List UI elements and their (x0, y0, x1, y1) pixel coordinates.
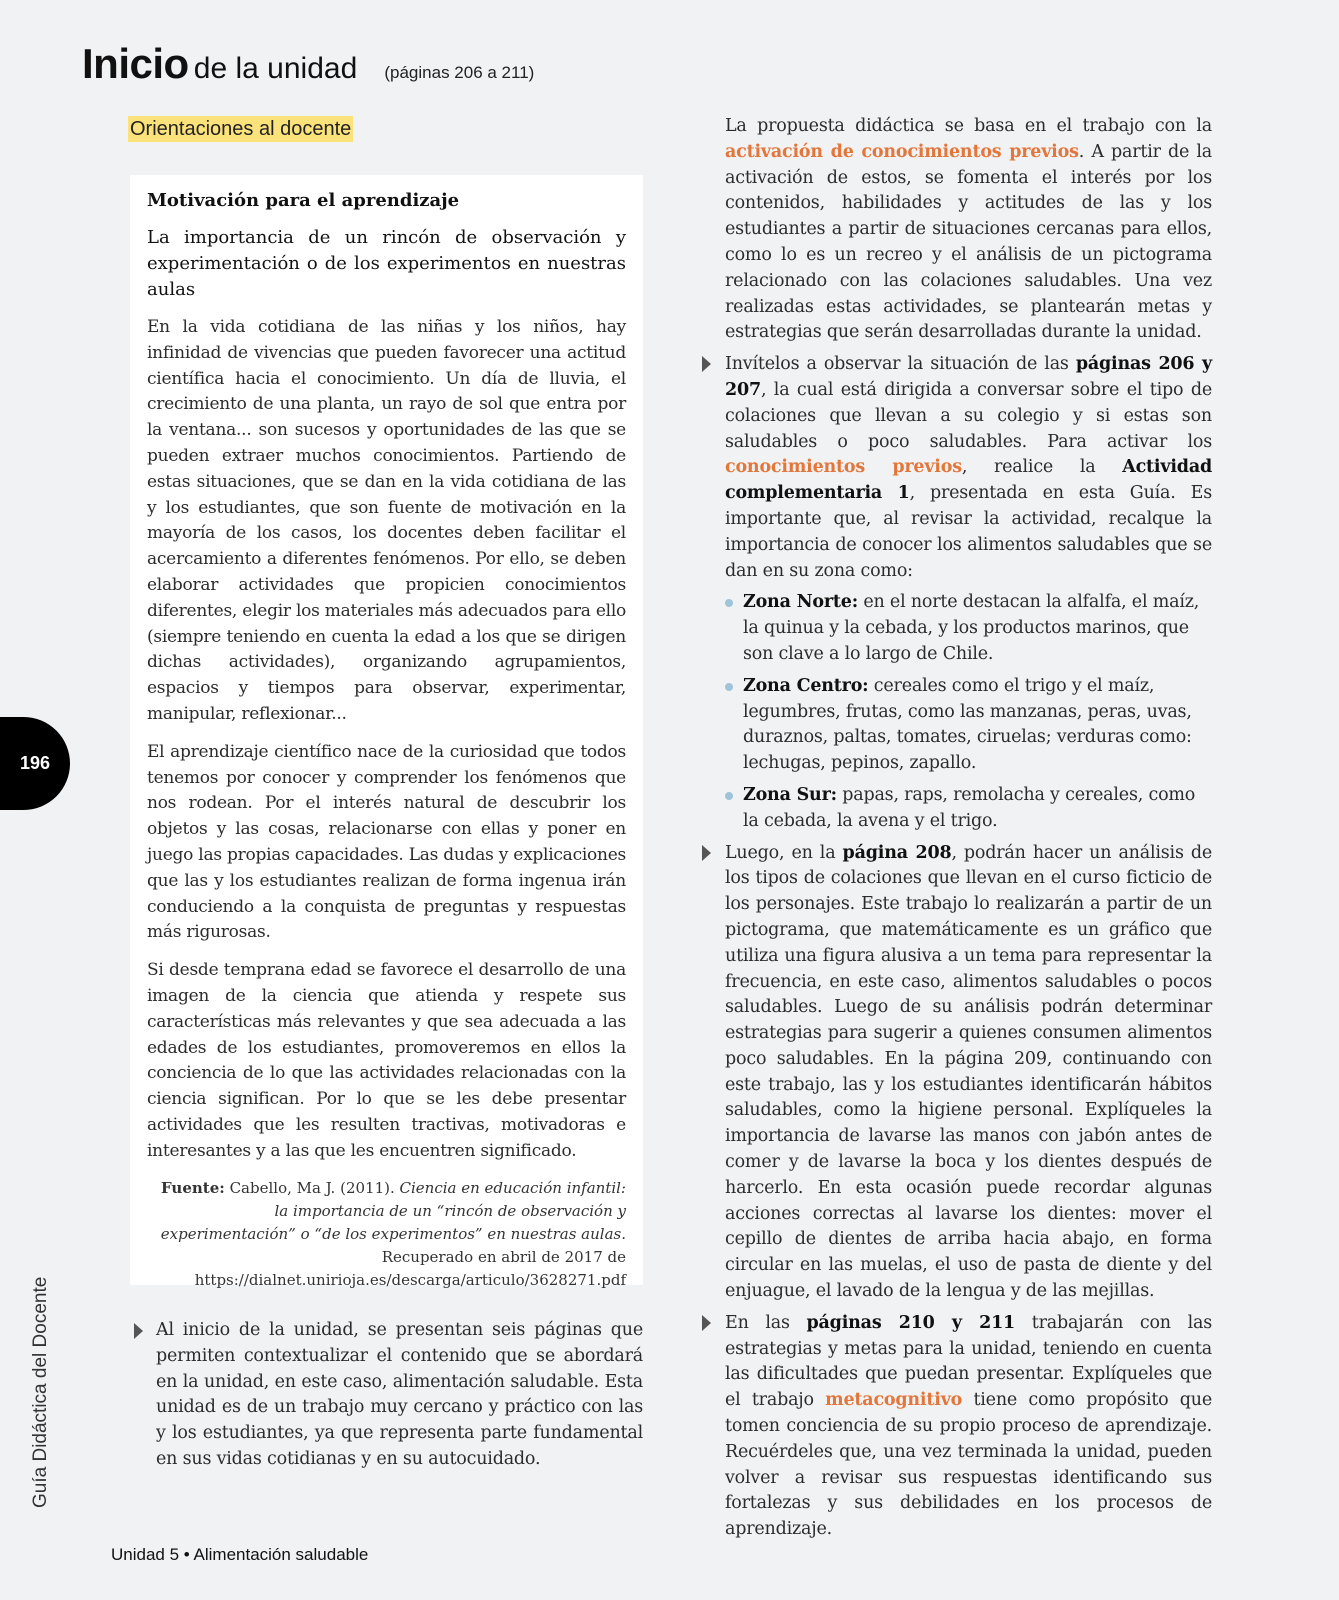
bullet-paragraph: Luego, en la página 208, podrán hacer un análisis de los tipos de colaciones que llevan en el curso ficticio de los personajes. Este trabajo lo realizarán a partir de un pictograma, que matemáticamente es un gráfico que utiliza una figura alusiva a un tema para representar la frecuencia, en este caso, alimentos saludables o pocos saludables. Luego de su análisis podrán determinar estrategias para sugerir a quienes consumen alimentos poco saludables. En la página 209, continuando con este trabajo, las y los estudiantes identificarán hábitos saludables, como la higiene personal. Explíqueles la importancia de lavarse las manos con jabón antes de comer y de lavarse la boca y los dientes después de harcerlo. En esta ocasión puede recordar algunas acciones correctas al lavarse los dientes: mover el cepillo de dientes de arriba hacia abajo, en forma circular en las muelas, el uso de pasta de diente y del enjuague, el lavado de la lengua y de las mejillas. (725, 841, 1212, 1305)
list-item: Zona Norte: en el norte destacan la alfalfa, el maíz, la quinua y la cebada, y los productos marinos, que son clave a lo largo de Chile. (725, 590, 1212, 667)
right-column (725, 114, 1212, 1549)
bullet-dot-icon (725, 599, 733, 607)
side-label: Guía Didáctica del Docente (30, 1276, 51, 1508)
bullet-dot-icon (725, 792, 733, 800)
triangle-bullet-icon (134, 1323, 143, 1339)
box-heading: Motivación para el aprendizaje (147, 190, 460, 211)
page-number-tab (0, 717, 70, 810)
source-label: Fuente: (161, 1178, 225, 1197)
triangle-bullet-icon (702, 1315, 711, 1331)
box-paragraph: En la vida cotidiana de las niñas y los niños, hay infinidad de vivencias que pueden favorecer una actitud científica hacia el conocimiento. Un día de lluvia, el crecimiento de una planta, un rayo de sol que entra por la ventana... son sucesos y oportunidades de las que se pueden extraer muchos conocimientos. Partiendo de estas situaciones, que se dan en la vida cotidiana de las y los estudiantes, que son fuente de motivación en la mayoría de los casos, los docentes deben facilitar el acercamiento a diferentes fenómenos. Por ello, se deben elaborar actividades que propicien conocimientos diferentes, elegir los materiales más adecuados para ello (siempre teniendo en cuenta la edad a los que se dirigen dichas actividades), organizando agrupamientos, espacios y tiempos para observar, experimentar, manipular, reflexionar... (147, 317, 626, 724)
box-subheading: La importancia de un rincón de observación y experimentación o de los experimentos en nuestras aulas (147, 227, 626, 300)
header-title-big: Inicio (82, 40, 189, 87)
intro-paragraph: La propuesta didáctica se basa en el trabajo con la activación de conocimientos previos. A partir de la activación de estos, se fomenta el interés por los contenidos, habilidades y actitudes de las y los estudiantes a partir de situaciones cercanas para ellos, como lo es un recreo y el análisis de un pictograma relacionado con las colaciones saludables. Una vez realizadas estas actividades, se plantearán metas y estrategias que serán desarrolladas durante la unidad. (725, 116, 1213, 343)
box-paragraph: El aprendizaje científico nace de la curiosidad que todos tenemos por conocer y comprender los fenómenos que nos rodean. Por el interés natural de descubrir los objetos y las cosas, relacionarse con ellas y poner en juego las propias capacidades. Las dudas y explicaciones que las y los estudiantes realizan de forma ingenua irán conduciendo a la conquista de preguntas y respuestas más rigurosas. (147, 741, 626, 943)
list-item: Zona Centro: cereales como el trigo y el maíz, legumbres, frutas, como las manzanas, peras, uvas, duraznos, paltas, tomates, ciruelas; verduras como: lechugas, pepinos, zapallo. (725, 674, 1212, 777)
source-rest: Recuperado en abril de 2017 de https://dialnet.unirioja.es/descarga/articulo/3628271.pdf (194, 1247, 626, 1289)
orientaciones-label: Orientaciones al docente (130, 118, 352, 140)
motivation-box (130, 175, 643, 1289)
source-author: Cabello, Ma J. (2011). (229, 1178, 395, 1197)
header-pages: (páginas 206 a 211) (384, 63, 535, 82)
source-title: Ciencia en educación infantil: la importancia de un “rincón de observación y experimentación” o “de los experimentos” en nuestras aulas. (160, 1178, 626, 1243)
triangle-bullet-icon (702, 356, 711, 372)
list-item: Zona Sur: papas, raps, remolacha y cereales, como la cebada, la avena y el trigo. (725, 783, 1212, 835)
bullet-dot-icon (725, 683, 733, 691)
bullet-paragraph: En las páginas 210 y 211 trabajarán con las estrategias y metas para la unidad, teniendo en cuenta las dificultades que puedan presentar. Explíqueles que el trabajo metacognitivo tiene como propósito que tomen conciencia de su propio proceso de aprendizaje. Recuérdeles que, una vez terminada la unidad, pueden volver a revisar sus respuestas identificando sus fortalezas y sus debilidades en los procesos de aprendizaje. (725, 1311, 1212, 1543)
zones-list (725, 590, 1212, 834)
page-number: 196 (19, 753, 51, 773)
left-bullet-text: Al inicio de la unidad, se presentan seis páginas que permiten contextualizar el contenido que se abordará en la unidad, en este caso, alimentación saludable. Esta unidad es de un trabajo muy cercano y práctico con las y los estudiantes, ya que representa parte fundamental en sus vidas cotidianas y en su autocuidado. (156, 1320, 643, 1469)
page-header (82, 40, 534, 88)
box-source (147, 1177, 626, 1292)
highlight-term: metacognitivo (825, 1390, 963, 1411)
box-paragraph: Si desde temprana edad se favorece el desarrollo de una imagen de la ciencia que atienda y respete sus características más relevantes y que sea adecuada a las edades de los estudiantes, promoveremos en ellos la conciencia de lo que las actividades relacionadas con la ciencia significan. Por lo que se les debe presentar actividades que les resulten tractivas, motivadoras e interesantes y a las que les encuentren significado. (147, 960, 626, 1161)
header-title-rest: de la unidad (193, 52, 358, 85)
bullet-paragraph: Invítelos a observar la situación de las páginas 206 y 207, la cual está dirigida a conversar sobre el tipo de colaciones que llevan a su colegio y si estas son saludables o poco saludables. Para activar los conocimientos previos, realice la Actividad complementaria 1, presentada en esta Guía. Es importante que, al revisar la actividad, recalque la importancia de conocer los alimentos saludables que se dan en su zona como: (725, 352, 1212, 584)
highlight-term: activación de conocimientos previos (725, 141, 1079, 162)
triangle-bullet-icon (702, 845, 711, 861)
highlight-term: conocimientos previos (725, 457, 962, 478)
page-footer: Unidad 5 • Alimentación saludable (111, 1545, 369, 1564)
left-bullet-paragraph (156, 1318, 643, 1473)
